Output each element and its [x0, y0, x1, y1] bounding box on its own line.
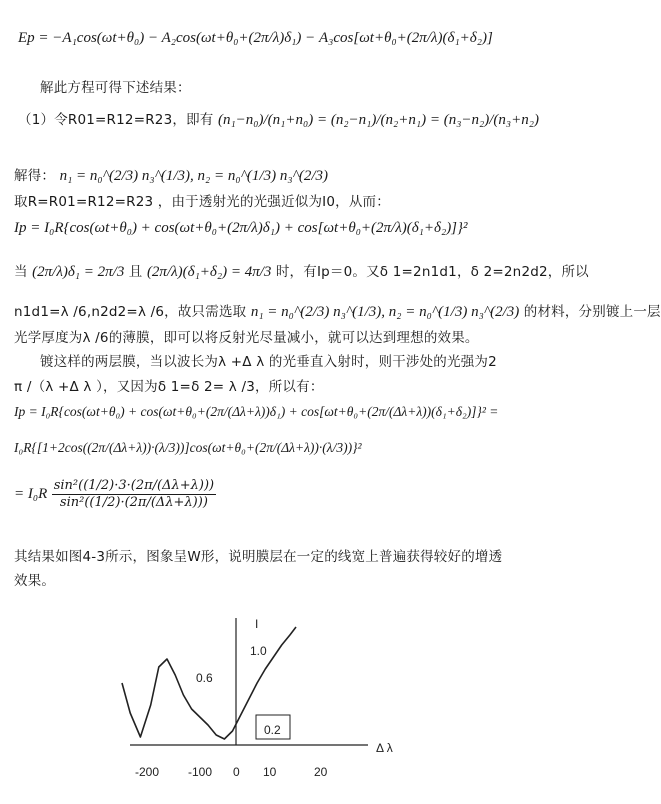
label-0-6: 0.6 [196, 671, 213, 685]
equation-ip2a: Ip = I₀R{cos(ωt+θ₀) + cos(ωt+θ₀+(2π/(Δλ+λ))δ₁) + cos[ωt+θ₀+(2π/(Δλ+λ))(δ₁+δ₂)]}² = [14, 404, 499, 419]
y-axis-label: I [255, 617, 259, 631]
paragraph-delta: π /（λ +Δ λ ），又因为δ 1=δ 2= λ /3，所以有： [14, 379, 324, 395]
condition-math: (n₁−n₀)/(n₁+n₀) = (n₂−n₁)/(n₂+n₁) = (n₃−n₂)/(n₃+n₂) [217, 112, 539, 128]
x-axis-label: Δ λ [376, 741, 393, 755]
equation-ep: Ep = −A₁cos(ωt+θ₀) − A₂cos(ωt+θ₀+(2π/λ)δ₁) − A₃cos[ωt+θ₀+(2π/λ)(δ₁+δ₂)] [18, 30, 493, 46]
when-math-2: (2π/λ)(δ₁+δ₂) = 4π/3 [146, 264, 272, 280]
when-prefix: 当 [14, 264, 28, 280]
when-math-1: (2π/λ)δ₁ = 2π/3 [32, 264, 125, 280]
condition-prefix: （1）令R01=R12=R23，即有 [18, 112, 214, 128]
when-suffix: 时，有Ip＝0。又δ 1=2n1d1，δ 2=2n2d2，所以 [275, 264, 589, 280]
x-tick-neg100: -100 [188, 765, 213, 779]
select-suffix: 的材料，分别镀上一层 [523, 304, 661, 320]
solution-line [14, 164, 328, 185]
paragraph-result: 其结果如图4-3所示，图象呈W形，说明膜层在一定的线宽上普遍获得较好的增透 [14, 549, 503, 565]
x-tick-20: 20 [314, 765, 328, 779]
paragraph-thickness: 光学厚度为λ /6的薄膜，即可以将反射光尽量减小，就可以达到理想的效果。 [14, 330, 479, 346]
condition-line [18, 108, 539, 129]
paragraph-solve: 解此方程可得下述结果： [40, 80, 191, 96]
x-tick-0: 0 [233, 765, 240, 779]
select-line [14, 300, 661, 321]
select-math: n₁ = n₀^(2/3) n₃^(1/3), n₂ = n₀^(1/3) n₃^(2/3) [250, 304, 520, 320]
equation-ip3-prefix: = I₀R [14, 486, 48, 502]
figure-w-curve [100, 610, 460, 800]
paragraph-two-layers: 镀这样的两层膜，当以波长为λ +Δ λ 的光垂直入射时，则干涉处的光强为2 [40, 354, 497, 370]
equation-ip1: Ip = I₀R{cos(ωt+θ₀) + cos(ωt+θ₀+(2π/λ)δ₁) + cos[ωt+θ₀+(2π/λ)(δ₁+δ₂)]}² [14, 220, 468, 236]
solution-prefix: 解得： [14, 168, 56, 184]
equation-ip3-numerator: sin²((1/2)·3·(2π/(Δλ+λ))) [53, 478, 215, 493]
solution-math: n₁ = n₀^(2/3) n₃^(1/3), n₂ = n₀^(1/3) n₃^(2/3) [59, 168, 329, 184]
when-and: 且 [128, 264, 143, 280]
equation-ip3 [14, 478, 216, 511]
x-tick-neg200: -200 [135, 765, 160, 779]
paragraph-take-r: 取R=R01=R12=R23 ，由于透射光的光强近似为I0，从而： [14, 194, 390, 210]
label-0-2: 0.2 [264, 723, 281, 737]
select-prefix: n1d1=λ /6,n2d2=λ /6，故只需选取 [14, 304, 247, 320]
when-line [14, 260, 589, 281]
equation-ip2b: I₀R{[1+2cos((2π/(Δλ+λ))·(λ/3))]cos(ωt+θ₀+(2π/(Δλ+λ))·(λ/3))}² [14, 440, 362, 455]
label-1-0: 1.0 [250, 644, 267, 658]
equation-ip3-fraction [52, 478, 216, 511]
equation-ip3-denominator: sin²((1/2)·(2π/(Δλ+λ))) [59, 495, 208, 510]
paragraph-result-end: 效果。 [14, 573, 56, 589]
chart-svg [100, 610, 460, 800]
x-tick-10: 10 [263, 765, 277, 779]
